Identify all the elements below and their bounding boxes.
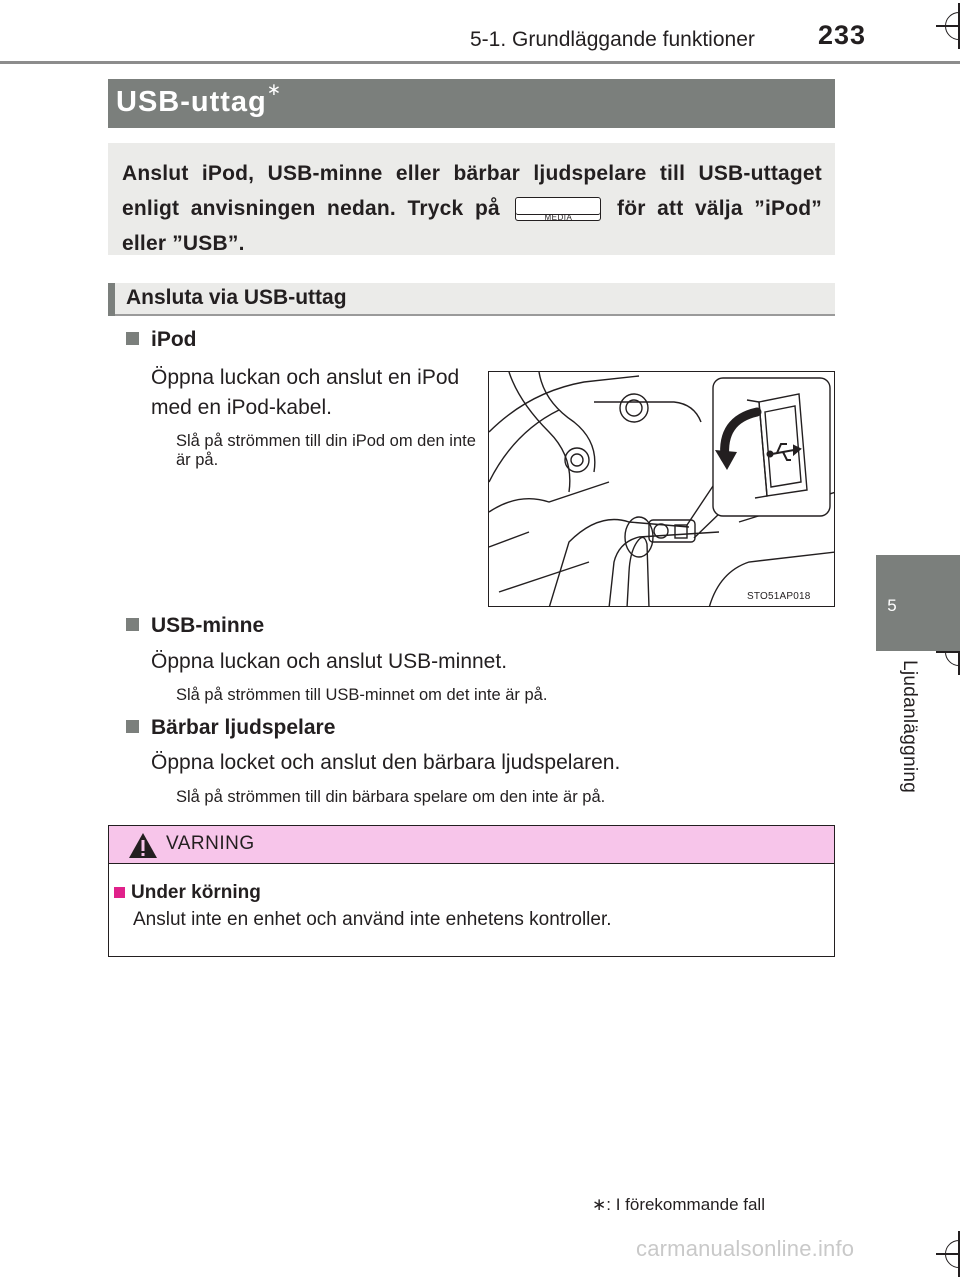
crop-mark-bottom-right (945, 1240, 960, 1268)
item-text-ipod: Öppna luckan och anslut en iPod med en iPod-kabel. (151, 366, 460, 419)
item-heading-portable (126, 716, 335, 740)
warning-triangle-icon (128, 832, 158, 859)
dashboard-drawing (489, 372, 835, 607)
item-heading-ipod (126, 328, 197, 352)
page-title-text: USB-uttag (116, 86, 267, 118)
footnote: ∗: I förekommande fall (592, 1195, 765, 1214)
media-button-label: MEDIA (544, 213, 573, 223)
item-heading-text: Bärbar ljudspelare (151, 716, 336, 739)
page-number: 233 (818, 20, 867, 50)
bullet-square-icon (126, 618, 139, 631)
warning-label: VARNING (166, 833, 255, 854)
intro-text-after: för att välja ”iPod” eller ”USB”. (122, 197, 822, 255)
bullet-square-icon (126, 720, 139, 733)
intro-text-before: Anslut iPod, USB-minne eller bärbar ljudspelare till USB-uttaget enligt anvisningen nedan. Tryck på (122, 162, 822, 220)
usb-port-illustration (488, 371, 835, 607)
title-marker: ∗ (266, 80, 283, 99)
item-heading-text: iPod (151, 328, 197, 351)
chapter-label: Ljudanläggning (899, 660, 920, 794)
chapter-number: 5 (887, 596, 897, 615)
media-button-icon (515, 197, 601, 221)
item-text-portable: Öppna locket och anslut den bärbara ljudspelaren. (151, 751, 621, 774)
item-heading-text: USB-minne (151, 614, 265, 637)
intro-text (122, 156, 822, 261)
warning-text: Anslut inte en enhet och använd inte enhetens kontroller. (133, 909, 612, 930)
header-rule (0, 61, 960, 64)
warning-bullet-icon (114, 887, 125, 898)
figure-code: STO51AP018 (747, 591, 811, 602)
item-note-usb: Slå på strömmen till USB-minnet om det inte är på. (176, 686, 548, 704)
subsection-title: Ansluta via USB-uttag (126, 286, 347, 309)
warning-subheading (114, 882, 261, 904)
warning-subheading-text: Under körning (131, 882, 261, 903)
bullet-square-icon (126, 332, 139, 345)
item-heading-usb (126, 614, 264, 638)
item-note-ipod: Slå på strömmen till din iPod om den inte är på. (176, 432, 476, 469)
page-title (116, 80, 283, 119)
item-note-portable: Slå på strömmen till din bärbara spelare om den inte är på. (176, 788, 606, 806)
section-title: 5-1. Grundläggande funktioner (470, 28, 755, 51)
crop-mark-top-right (945, 12, 960, 40)
subsection-accent (108, 283, 115, 316)
item-text-usb: Öppna luckan och anslut USB-minnet. (151, 650, 508, 673)
watermark: carmanualsonline.info (636, 1236, 855, 1261)
